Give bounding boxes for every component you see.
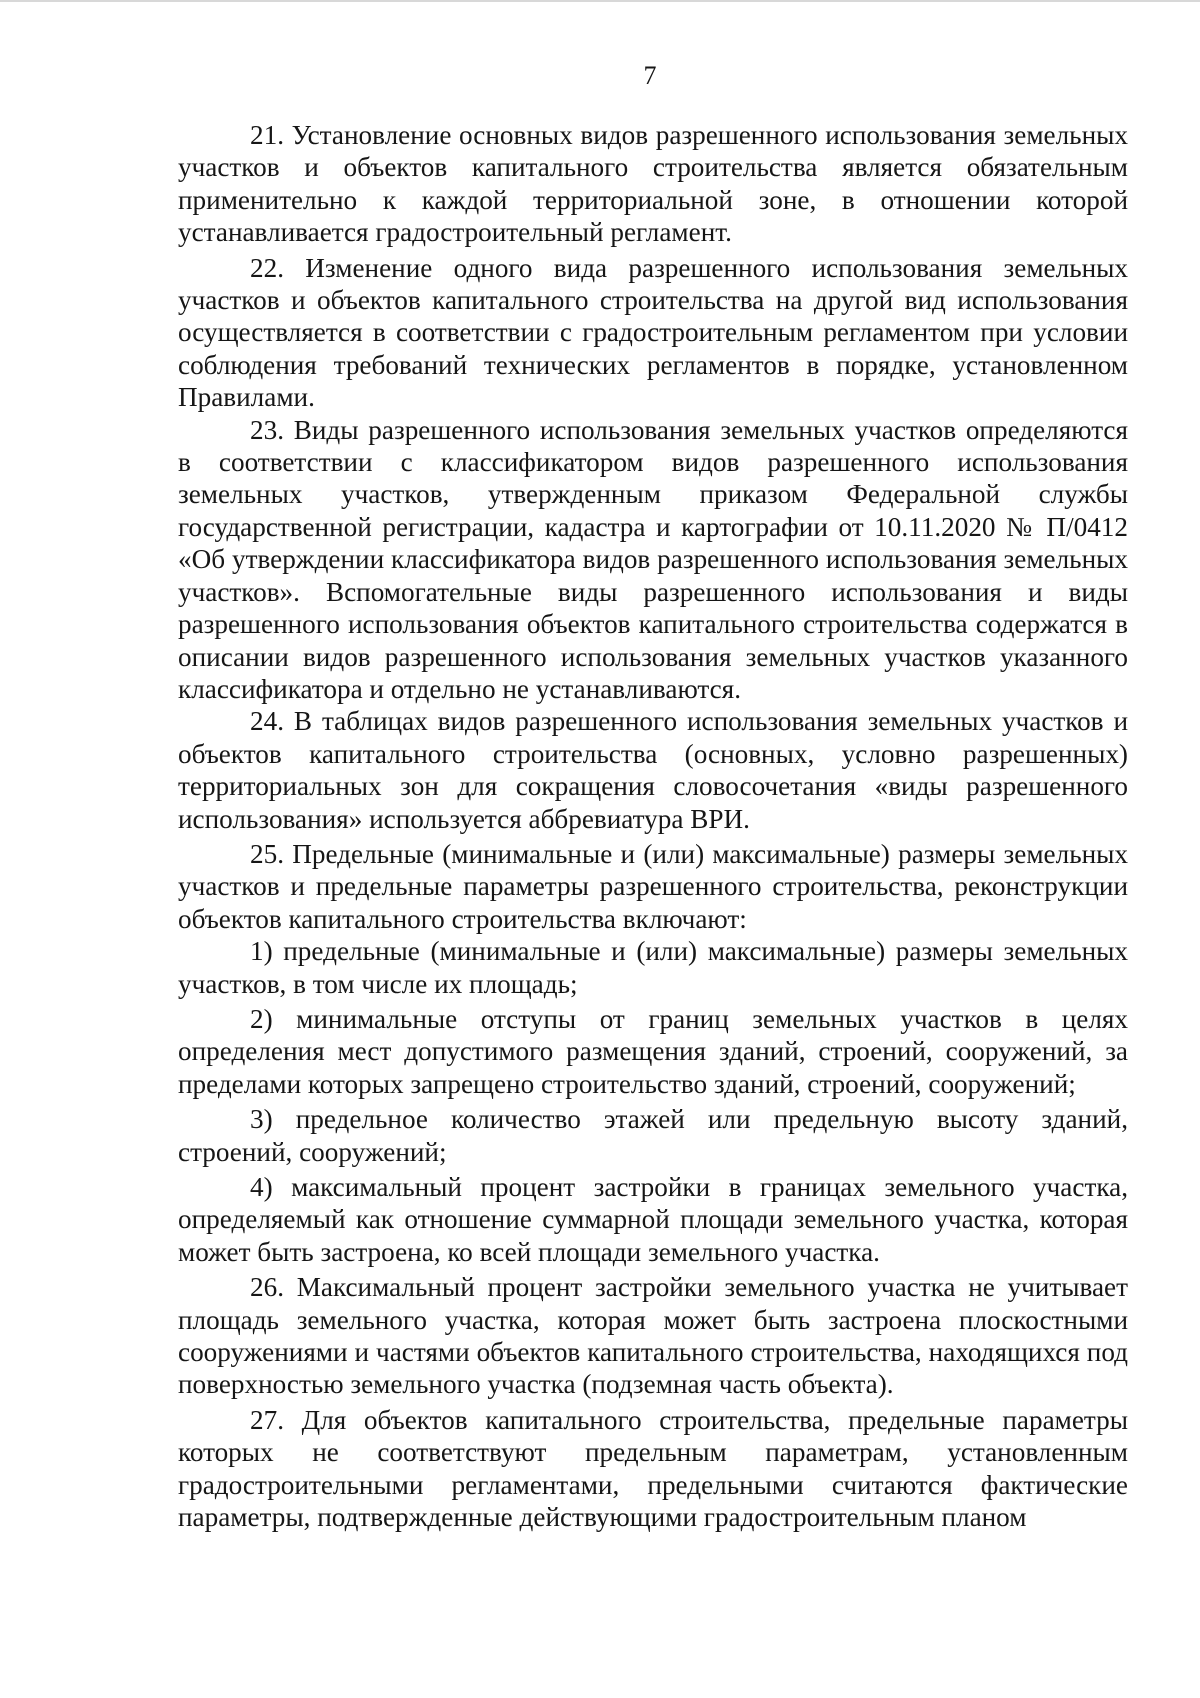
paragraph-26: 26. Максимальный процент застройки земельного участка не учитывает площадь земельного участка, которая может быть застроена плоскостными сооружениями и частями объектов капитального строительства, находящихся под поверхностью земельного участка (подземная часть объекта). — [178, 1272, 1128, 1400]
scan-top-edge — [0, 0, 1200, 2]
paragraph-23: 23. Виды разрешенного использования земельных участков определяются в соответствии с классификатором видов разрешенного использования земельных участков, утвержденным приказом Федеральной службы государственной регистрации, кадастра и картографии от 10.11.2020 № П/0412 «Об утверждении классификатора видов разрешенного использования земельных участков». Вспомогательные виды разрешенного использования и виды разрешенного использования объектов капитального строительства содержатся в описании видов разрешенного использования земельных участков указанного классификатора и отдельно не устанавливаются. — [178, 414, 1128, 704]
paragraph-24: 24. В таблицах видов разрешенного использования земельных участков и объектов капитального строительства (основных, условно разрешенных) территориальных зон для сокращения словосочетания «виды разрешенного использования» используется аббревиатура ВРИ. — [178, 706, 1128, 834]
document-body — [178, 119, 1128, 1533]
paragraph-25-item-2: 2) минимальные отступы от границ земельных участков в целях определения мест допустимого размещения зданий, строений, сооружений, за пределами которых запрещено строительство зданий, строений, сооружений; — [178, 1003, 1128, 1099]
paragraph-25-item-3: 3) предельное количество этажей или предельную высоту зданий, строений, сооружений; — [178, 1104, 1128, 1167]
paragraph-22: 22. Изменение одного вида разрешенного использования земельных участков и объектов капитального строительства на другой вид использования осуществляется в соответствии с градостроительным регламентом при условии соблюдения требований технических регламентов в порядке, установленном Правилами. — [178, 252, 1128, 413]
paragraph-25-item-4: 4) максимальный процент застройки в границах земельного участка, определяемый как отношение суммарной площади земельного участка, которая может быть застроена, ко всей площади земельного участка. — [178, 1172, 1128, 1267]
paragraph-25: 25. Предельные (минимальные и (или) максимальные) размеры земельных участков и предельные параметры разрешенного строительства, реконструкции объектов капитального строительства включают: — [178, 838, 1128, 934]
paragraph-27: 27. Для объектов капитального строительства, предельные параметры которых не соответствуют предельным параметрам, установленным градостроительными регламентами, предельными считаются фактические параметры, подтвержденные действующими градостроительным планом — [178, 1404, 1128, 1533]
page-number: 7 — [643, 61, 657, 90]
paragraph-25-item-1: 1) предельные (минимальные и (или) максимальные) размеры земельных участков, в том числе их площадь; — [178, 936, 1128, 999]
paragraph-21: 21. Установление основных видов разрешенного использования земельных участков и объектов капитального строительства является обязательным применительно к каждой территориальной зоне, в отношении которой устанавливается градостроительный регламент. — [178, 120, 1128, 248]
